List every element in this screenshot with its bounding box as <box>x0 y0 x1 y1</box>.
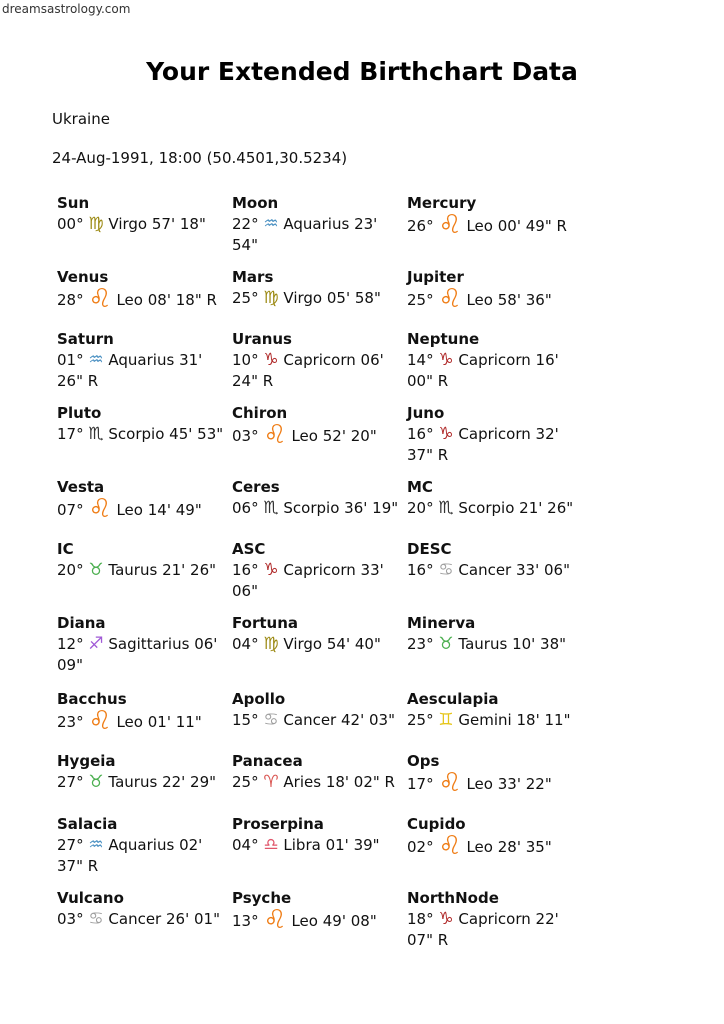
planet-position <box>57 706 225 736</box>
sign-name: Leo <box>466 217 493 235</box>
planet-position <box>407 498 575 519</box>
minutes-seconds: 00' 49" R <box>497 217 567 235</box>
planet-name: MC <box>407 478 433 496</box>
planet-entry <box>407 477 575 519</box>
scorpio-icon: ♏︎ <box>263 498 279 518</box>
sign-name: Leo <box>466 775 493 793</box>
planet-entry <box>57 403 225 445</box>
planet-name: Minerva <box>407 614 476 632</box>
minutes-seconds: 49' 08" <box>322 912 377 930</box>
minutes-seconds: 08' 18" R <box>147 291 217 309</box>
degree-value: 13° <box>232 912 259 930</box>
minutes-seconds: 28' 35" <box>497 838 552 856</box>
aquarius-icon: ♒︎ <box>88 835 104 855</box>
planet-name: Moon <box>232 194 279 212</box>
planet-name: Salacia <box>57 815 118 833</box>
planet-name: Vulcano <box>57 889 124 907</box>
planet-entry <box>407 888 575 951</box>
planet-name: Ops <box>407 752 440 770</box>
aquarius-icon: ♒︎ <box>88 350 104 370</box>
capricorn-icon: ♑︎ <box>438 350 454 370</box>
planet-position <box>57 424 225 445</box>
sign-name: Gemini <box>458 711 512 729</box>
planet-position <box>232 288 400 309</box>
degree-value: 07° <box>57 501 84 519</box>
sign-name: Sagittarius <box>108 635 190 653</box>
planet-entry <box>407 193 575 240</box>
birth-datetime: 24-Aug-1991, 18:00 (50.4501,30.5234) <box>52 149 348 167</box>
planet-position <box>57 350 225 392</box>
planet-name: DESC <box>407 540 452 558</box>
minutes-seconds: 01' 39" <box>325 836 380 854</box>
planet-name: NorthNode <box>407 889 499 907</box>
leo-icon: ♌︎ <box>263 905 287 935</box>
planet-position <box>57 835 225 877</box>
page-title: Your Extended Birthchart Data <box>146 57 578 86</box>
minutes-seconds: 52' 20" <box>322 427 377 445</box>
sign-name: Taurus <box>108 561 158 579</box>
minutes-seconds: 21' 26" <box>519 499 574 517</box>
planet-position <box>407 831 575 861</box>
leo-icon: ♌︎ <box>88 284 112 314</box>
taurus-icon: ♉︎ <box>88 560 104 580</box>
capricorn-icon: ♑︎ <box>438 909 454 929</box>
planet-position <box>57 909 225 930</box>
degree-value: 25° <box>407 711 434 729</box>
degree-value: 14° <box>407 351 434 369</box>
planet-position <box>232 772 400 793</box>
planet-entry <box>57 751 225 793</box>
minutes-seconds: 26' 01" <box>166 910 220 928</box>
planet-entry <box>57 689 225 736</box>
minutes-seconds: 54' 40" <box>326 635 381 653</box>
planet-position <box>232 905 400 935</box>
sign-name: Scorpio <box>458 499 515 517</box>
planet-position <box>407 284 575 314</box>
degree-value: 26° <box>407 217 434 235</box>
degree-value: 02° <box>407 838 434 856</box>
planet-position <box>232 560 400 602</box>
capricorn-icon: ♑︎ <box>263 560 279 580</box>
planet-name: Uranus <box>232 330 292 348</box>
minutes-seconds: 32' 37" R <box>407 425 559 464</box>
sign-name: Leo <box>116 501 143 519</box>
minutes-seconds: 33' 06" <box>232 561 384 600</box>
minutes-seconds: 31' 26" R <box>57 351 203 390</box>
sign-name: Virgo <box>108 215 148 233</box>
planet-entry <box>57 267 225 314</box>
degree-value: 04° <box>232 836 259 854</box>
planet-position <box>57 284 225 314</box>
sign-name: Virgo <box>283 635 323 653</box>
degree-value: 16° <box>407 425 434 443</box>
degree-value: 04° <box>232 635 259 653</box>
cancer-icon: ♋︎ <box>438 560 454 580</box>
planet-entry <box>232 403 400 450</box>
planet-position <box>232 420 400 450</box>
planet-name: Ceres <box>232 478 280 496</box>
leo-icon: ♌︎ <box>438 210 462 240</box>
minutes-seconds: 10' 38" <box>512 635 567 653</box>
planet-entry <box>57 193 225 235</box>
scorpio-icon: ♏︎ <box>88 424 104 444</box>
sign-name: Cancer <box>108 910 162 928</box>
sign-name: Leo <box>466 838 493 856</box>
planet-name: Sun <box>57 194 90 212</box>
cancer-icon: ♋︎ <box>263 710 279 730</box>
birth-location: Ukraine <box>52 110 110 128</box>
planet-position <box>407 210 575 240</box>
degree-value: 16° <box>407 561 434 579</box>
planet-name: ASC <box>232 540 266 558</box>
planet-name: Venus <box>57 268 109 286</box>
planet-name: IC <box>57 540 74 558</box>
planet-entry <box>232 689 400 731</box>
planet-entry <box>232 267 400 309</box>
virgo-icon: ♍︎ <box>88 214 104 234</box>
planet-entry <box>232 613 400 655</box>
planet-entry <box>57 329 225 392</box>
sign-name: Aquarius <box>108 836 175 854</box>
planet-position <box>407 424 575 466</box>
degree-value: 23° <box>407 635 434 653</box>
degree-value: 28° <box>57 291 84 309</box>
planet-name: Pluto <box>57 404 102 422</box>
planet-entry <box>407 267 575 314</box>
planet-name: Psyche <box>232 889 292 907</box>
planet-name: Proserpina <box>232 815 324 833</box>
gemini-icon: ♊︎ <box>438 710 454 730</box>
planet-name: Juno <box>407 404 445 422</box>
degree-value: 03° <box>57 910 84 928</box>
planet-entry <box>232 329 400 392</box>
degree-value: 27° <box>57 836 84 854</box>
sign-name: Capricorn <box>458 910 531 928</box>
degree-value: 22° <box>232 215 259 233</box>
degree-value: 18° <box>407 910 434 928</box>
minutes-seconds: 33' 06" <box>516 561 570 579</box>
sign-name: Leo <box>116 291 143 309</box>
degree-value: 00° <box>57 215 84 233</box>
planet-position <box>57 494 225 524</box>
planet-entry <box>232 539 400 602</box>
sign-name: Capricorn <box>283 351 356 369</box>
degree-value: 17° <box>407 775 434 793</box>
planet-name: Neptune <box>407 330 480 348</box>
minutes-seconds: 06' 24" R <box>232 351 384 390</box>
sign-name: Leo <box>466 291 493 309</box>
degree-value: 01° <box>57 351 84 369</box>
planet-position <box>232 710 400 731</box>
sign-name: Cancer <box>283 711 337 729</box>
sagittarius-icon: ♐︎ <box>88 634 104 654</box>
planet-position <box>407 634 575 655</box>
degree-value: 27° <box>57 773 84 791</box>
planet-position <box>407 350 575 392</box>
planet-name: Mars <box>232 268 274 286</box>
planet-entry <box>407 751 575 798</box>
planet-entry <box>407 814 575 861</box>
minutes-seconds: 01' 11" <box>147 713 202 731</box>
planet-name: Cupido <box>407 815 466 833</box>
leo-icon: ♌︎ <box>88 706 112 736</box>
planet-entry <box>407 329 575 392</box>
minutes-seconds: 16' 00" R <box>407 351 559 390</box>
planet-position <box>57 560 225 581</box>
site-watermark: dreamsastrology.com <box>2 2 131 16</box>
minutes-seconds: 06' 09" <box>57 635 218 674</box>
minutes-seconds: 36' 19" <box>344 499 399 517</box>
planet-entry <box>232 751 400 793</box>
minutes-seconds: 05' 58" <box>326 289 381 307</box>
virgo-icon: ♍︎ <box>263 288 279 308</box>
sign-name: Aquarius <box>108 351 175 369</box>
sign-name: Capricorn <box>458 425 531 443</box>
planet-entry <box>57 888 225 930</box>
sign-name: Capricorn <box>458 351 531 369</box>
minutes-seconds: 57' 18" <box>151 215 206 233</box>
planet-position <box>57 634 225 676</box>
sign-name: Taurus <box>458 635 508 653</box>
sign-name: Aquarius <box>283 215 350 233</box>
degree-value: 20° <box>57 561 84 579</box>
sign-name: Capricorn <box>283 561 356 579</box>
planet-name: Saturn <box>57 330 114 348</box>
sign-name: Virgo <box>283 289 323 307</box>
degree-value: 20° <box>407 499 434 517</box>
degree-value: 10° <box>232 351 259 369</box>
aries-icon: ♈︎ <box>263 772 279 792</box>
minutes-seconds: 18' 02" R <box>325 773 395 791</box>
planet-name: Mercury <box>407 194 477 212</box>
planet-name: Apollo <box>232 690 286 708</box>
degree-value: 16° <box>232 561 259 579</box>
planet-entry <box>57 477 225 524</box>
degree-value: 15° <box>232 711 259 729</box>
degree-value: 23° <box>57 713 84 731</box>
cancer-icon: ♋︎ <box>88 909 104 929</box>
minutes-seconds: 14' 49" <box>147 501 202 519</box>
planet-position <box>407 560 575 581</box>
minutes-seconds: 45' 53" <box>169 425 224 443</box>
scorpio-icon: ♏︎ <box>438 498 454 518</box>
capricorn-icon: ♑︎ <box>263 350 279 370</box>
planet-entry <box>232 888 400 935</box>
planet-entry <box>407 403 575 466</box>
planet-position <box>407 710 575 731</box>
planet-name: Vesta <box>57 478 105 496</box>
leo-icon: ♌︎ <box>438 768 462 798</box>
planet-entry <box>232 193 400 256</box>
planet-position <box>57 214 225 235</box>
planet-name: Hygeia <box>57 752 116 770</box>
planet-position <box>232 214 400 256</box>
taurus-icon: ♉︎ <box>88 772 104 792</box>
planet-name: Diana <box>57 614 106 632</box>
sign-name: Leo <box>116 713 143 731</box>
degree-value: 25° <box>232 289 259 307</box>
planet-entry <box>232 814 400 856</box>
leo-icon: ♌︎ <box>88 494 112 524</box>
leo-icon: ♌︎ <box>263 420 287 450</box>
minutes-seconds: 33' 22" <box>497 775 552 793</box>
planet-name: Jupiter <box>407 268 464 286</box>
sign-name: Taurus <box>108 773 158 791</box>
planet-position <box>232 350 400 392</box>
minutes-seconds: 18' 11" <box>516 711 571 729</box>
degree-value: 17° <box>57 425 84 443</box>
minutes-seconds: 58' 36" <box>497 291 552 309</box>
sign-name: Leo <box>291 427 318 445</box>
degree-value: 25° <box>407 291 434 309</box>
planet-entry <box>57 539 225 581</box>
planet-entry <box>407 539 575 581</box>
minutes-seconds: 02' 37" R <box>57 836 203 875</box>
virgo-icon: ♍︎ <box>263 634 279 654</box>
planet-position <box>407 768 575 798</box>
capricorn-icon: ♑︎ <box>438 424 454 444</box>
planet-name: Fortuna <box>232 614 298 632</box>
leo-icon: ♌︎ <box>438 284 462 314</box>
minutes-seconds: 21' 26" <box>162 561 217 579</box>
sign-name: Scorpio <box>108 425 165 443</box>
sign-name: Aries <box>283 773 322 791</box>
planet-entry <box>232 477 400 519</box>
planet-name: Aesculapia <box>407 690 499 708</box>
taurus-icon: ♉︎ <box>438 634 454 654</box>
planet-entry <box>57 814 225 877</box>
sign-name: Libra <box>283 836 321 854</box>
planet-position <box>232 634 400 655</box>
planet-entry <box>407 689 575 731</box>
minutes-seconds: 22' 07" R <box>407 910 559 949</box>
degree-value: 25° <box>232 773 259 791</box>
planet-position <box>57 772 225 793</box>
minutes-seconds: 22' 29" <box>162 773 217 791</box>
planet-position <box>407 909 575 951</box>
aquarius-icon: ♒︎ <box>263 214 279 234</box>
planet-position <box>232 835 400 856</box>
minutes-seconds: 42' 03" <box>341 711 395 729</box>
libra-icon: ♎︎ <box>263 835 279 855</box>
planet-position <box>232 498 400 519</box>
sign-name: Scorpio <box>283 499 340 517</box>
planet-entry <box>57 613 225 676</box>
leo-icon: ♌︎ <box>438 831 462 861</box>
planet-name: Bacchus <box>57 690 127 708</box>
planet-name: Chiron <box>232 404 288 422</box>
planet-entry <box>407 613 575 655</box>
sign-name: Leo <box>291 912 318 930</box>
sign-name: Cancer <box>458 561 512 579</box>
degree-value: 06° <box>232 499 259 517</box>
planet-name: Panacea <box>232 752 303 770</box>
degree-value: 03° <box>232 427 259 445</box>
degree-value: 12° <box>57 635 84 653</box>
minutes-seconds: 23' 54" <box>232 215 378 254</box>
